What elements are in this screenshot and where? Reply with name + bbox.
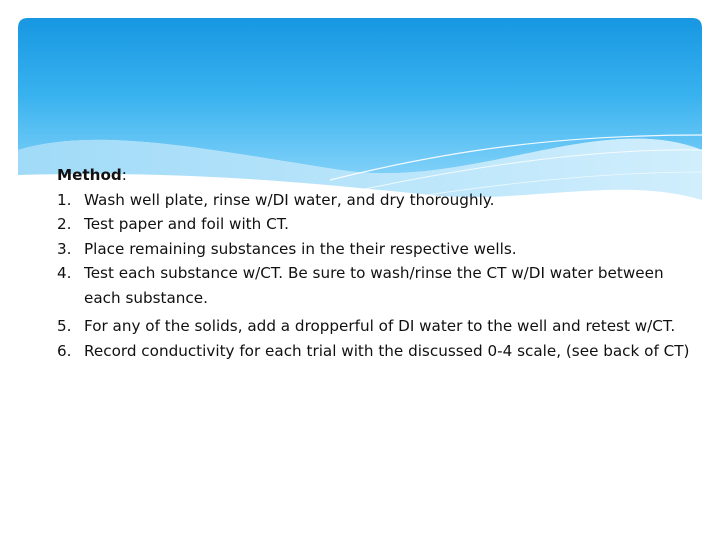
step-number: 4. — [57, 264, 72, 282]
slide-body — [57, 163, 697, 363]
step-text: Test each substance w/CT. Be sure to wash/rinse the CT w/DI water between each substance. — [84, 264, 664, 307]
title-line — [57, 163, 697, 188]
step-number: 2. — [57, 215, 72, 233]
list-item — [57, 237, 697, 262]
step-text: Place remaining substances in the their respective wells. — [84, 239, 517, 258]
method-steps-list — [57, 188, 697, 364]
step-number: 1. — [57, 190, 72, 209]
list-item — [57, 212, 697, 237]
step-text: Record conductivity for each trial with the discussed 0-4 scale, (see back of CT) — [84, 341, 690, 360]
step-number: 6. — [57, 341, 72, 360]
list-item — [57, 188, 697, 213]
step-number: 3. — [57, 239, 72, 258]
step-text: Test paper and foil with CT. — [84, 215, 289, 233]
step-text: For any of the solids, add a dropperful of DI water to the well and retest w/CT. — [84, 317, 676, 335]
list-item — [57, 314, 697, 339]
step-number: 5. — [57, 317, 72, 335]
list-item — [57, 261, 697, 310]
slide-title: Method — [57, 166, 122, 184]
step-text: Wash well plate, rinse w/DI water, and dry thoroughly. — [84, 190, 495, 209]
list-item — [57, 339, 697, 364]
title-colon: : — [121, 166, 127, 184]
